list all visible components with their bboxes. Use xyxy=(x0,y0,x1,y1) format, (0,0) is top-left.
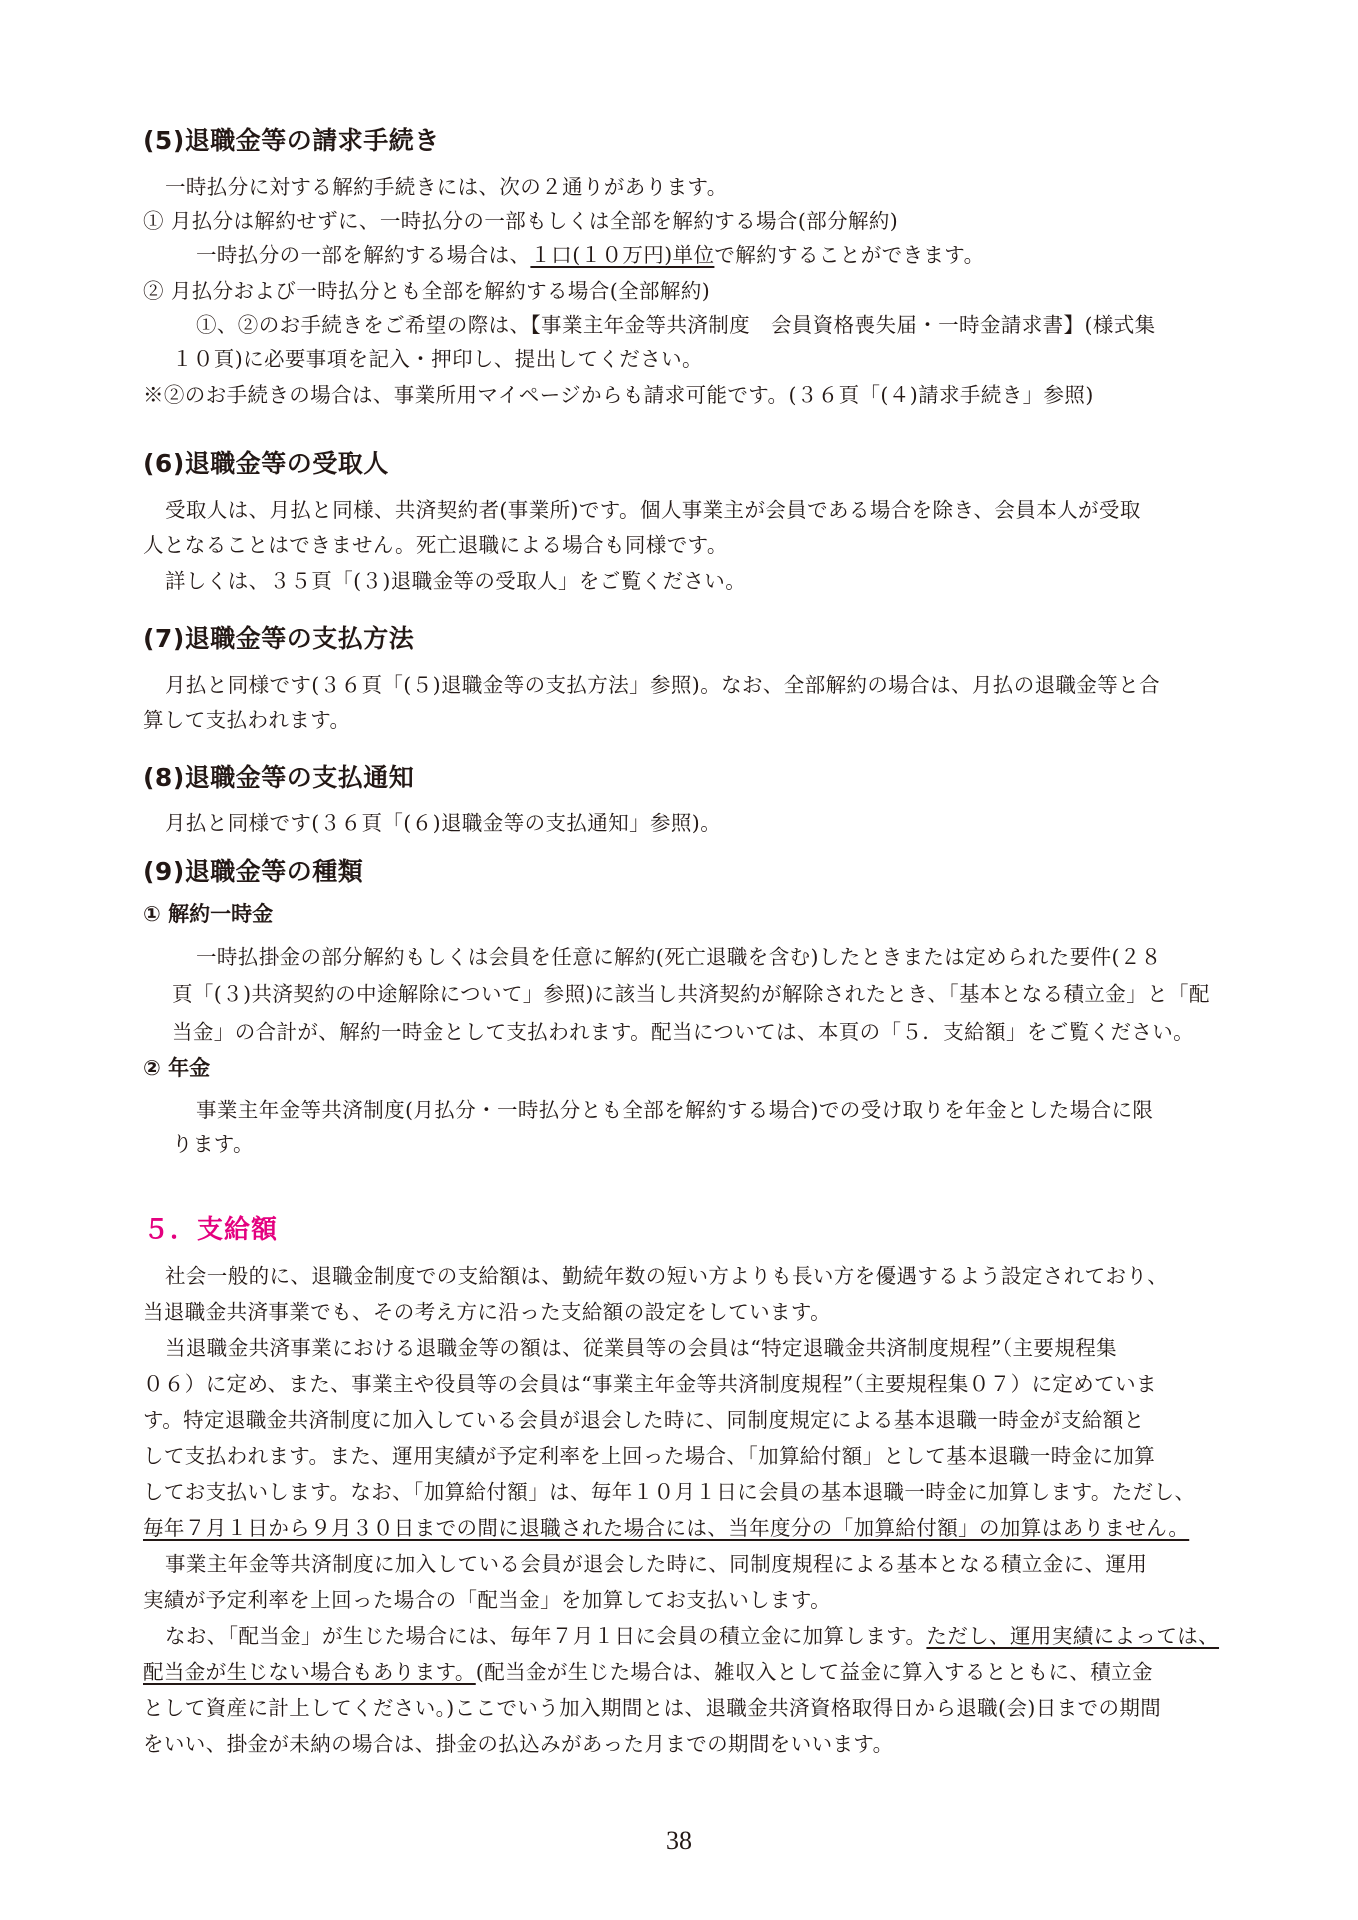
text-run: 一時払分の一部を解約する場合は、 xyxy=(196,243,531,267)
paragraph-line: 当退職金共済事業における退職金等の額は、従業員等の会員は“特定退職金共済制度規程”（主要規程集 xyxy=(165,1336,1118,1360)
section-heading-6: (6)退職金等の受取人 xyxy=(143,449,389,478)
section-heading-8: (8)退職金等の支払通知 xyxy=(143,763,415,792)
text-run: (配当金が生じた場合は、雑収入として益金に算入するとともに、積立金 xyxy=(475,1660,1153,1684)
paragraph-line: してお支払いします。なお、「加算給付額」は、毎年１０月１日に会員の基本退職一時金に加算します。ただし、 xyxy=(143,1480,1196,1504)
underlined-text: ただし、運用実績によっては、 xyxy=(926,1624,1220,1648)
paragraph-line: として資産に計上してください。)ここでいう加入期間とは、退職金共済資格取得日から退職(会)日までの期間 xyxy=(143,1696,1162,1720)
paragraph-line: 社会一般的に、退職金制度での支給額は、勤続年数の短い方よりも長い方を優遇するよう設定されており、 xyxy=(165,1264,1169,1288)
underlined-paragraph-line: 毎年７月１日から９月３０日までの間に退職された場合には、当年度分の「加算給付額」の加算はありません。 xyxy=(143,1516,1190,1540)
paragraph-line: 人となることはできません。死亡退職による場合も同様です。 xyxy=(143,533,728,557)
paragraph-line: 詳しくは、３５頁「(３)退職金等の受取人」をご覧ください。 xyxy=(165,569,747,593)
paragraph-line: 月払と同様です(３６頁「(６)退職金等の支払通知」参照)。 xyxy=(165,811,722,835)
paragraph-line: して支払われます。また、運用実績が予定利率を上回った場合、「加算給付額」として基本退職一時金に加算 xyxy=(143,1444,1156,1468)
subheading-lump-sum: ① 解約一時金 xyxy=(143,902,274,926)
section-heading-9: (9)退職金等の種類 xyxy=(143,857,364,886)
paragraph-line: 頁「(３)共済契約の中途解除について」参照)に該当し共済契約が解除されたとき、「基本となる積立金」と「配 xyxy=(172,982,1210,1006)
note-line: ※②のお手続きの場合は、事業所用マイページからも請求可能です。(３６頁「(４)請求手続き」参照) xyxy=(143,383,1094,407)
paragraph-line: 月払と同様です(３６頁「(５)退職金等の支払方法」参照)。なお、全部解約の場合は、月払の退職金等と合 xyxy=(165,673,1160,697)
paragraph-line: 当退職金共済事業でも、その考え方に沿った支給額の設定をしています。 xyxy=(143,1300,832,1324)
paragraph-line xyxy=(165,1622,1219,1650)
paragraph-line: 算して支払われます。 xyxy=(143,708,351,732)
paragraph-line: ①、②のお手続きをご希望の際は、【事業主年金等共済制度 会員資格喪失届・一時金請求書】(様式集 xyxy=(196,313,1156,337)
paragraph-line: 当金」の合計が、解約一時金として支払われます。配当については、本頁の「５．支給額」をご覧ください。 xyxy=(172,1020,1195,1044)
underlined-text: １口(１０万円)単位 xyxy=(530,243,715,267)
paragraph-line: 事業主年金等共済制度に加入している会員が退会した時に、同制度規程による基本となる積立金に、運用 xyxy=(165,1552,1148,1576)
paragraph-line: 事業主年金等共済制度(月払分・一時払分とも全部を解約する場合)での受け取りを年金とした場合に限 xyxy=(196,1098,1154,1122)
section-heading-7: (7)退職金等の支払方法 xyxy=(143,624,415,653)
paragraph-line: ります。 xyxy=(172,1132,254,1156)
list-item-1: ① 月払分は解約せずに、一時払分の一部もしくは全部を解約する場合(部分解約) xyxy=(143,209,899,233)
text-run: で解約することができます。 xyxy=(714,243,985,267)
paragraph-line: ０６）に定め、また、事業主や役員等の会員は“事業主年金等共済制度規程”（主要規程集０７）に定めていま xyxy=(143,1372,1157,1396)
paragraph-line: 一時払分に対する解約手続きには、次の２通りがあります。 xyxy=(165,175,728,199)
paragraph-line: をいい、掛金が未納の場合は、掛金の払込みがあった月までの期間をいいます。 xyxy=(143,1732,894,1756)
subheading-pension: ② 年金 xyxy=(143,1056,211,1080)
paragraph-line: 実績が予定利率を上回った場合の「配当金」を加算してお支払いします。 xyxy=(143,1588,832,1612)
list-item-2: ② 月払分および一時払分とも全部を解約する場合(全部解約) xyxy=(143,279,711,303)
paragraph-line: す。特定退職金共済制度に加入している会員が退会した時に、同制度規定による基本退職一時金が支給額と xyxy=(143,1408,1145,1432)
paragraph-line xyxy=(143,1658,1153,1686)
page-number: 38 xyxy=(666,1826,692,1855)
section-heading-5: (5)退職金等の請求手続き xyxy=(143,126,440,155)
paragraph-line: 受取人は、月払と同様、共済契約者(事業所)です。個人事業主が会員である場合を除き、会員本人が受取 xyxy=(165,498,1141,522)
paragraph-line: 一時払掛金の部分解約もしくは会員を任意に解約(死亡退職を含む)したときまたは定められた要件(２８ xyxy=(196,945,1162,969)
text-run: なお、「配当金」が生じた場合には、毎年７月１日に会員の積立金に加算します。 xyxy=(165,1624,927,1648)
paragraph-line xyxy=(196,241,984,269)
main-section-heading: ５．支給額 xyxy=(143,1215,279,1245)
paragraph-line: １０頁)に必要事項を記入・押印し、提出してください。 xyxy=(172,347,703,371)
underlined-text: 配当金が生じない場合もあります。 xyxy=(143,1660,476,1684)
